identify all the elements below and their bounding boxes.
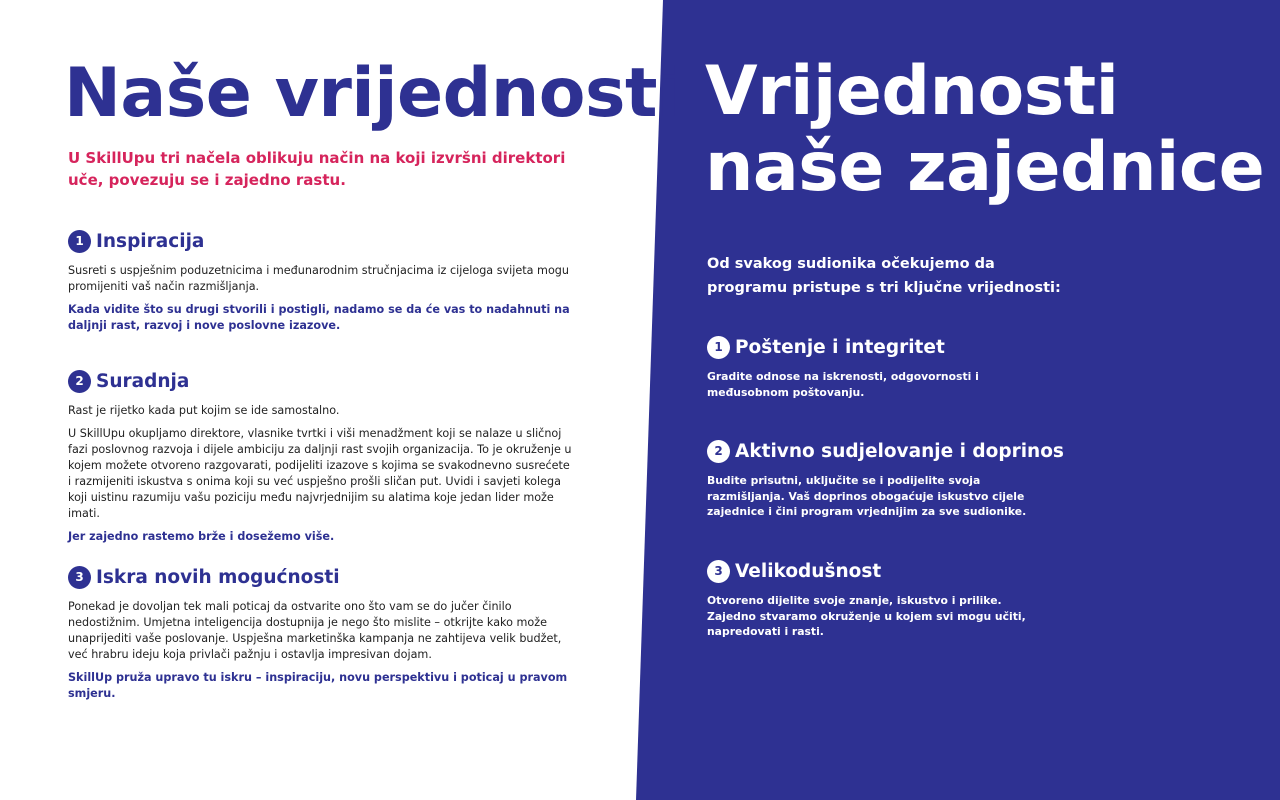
section-title: Aktivno sudjelovanje i doprinos xyxy=(735,440,1064,462)
number-badge: 3 xyxy=(68,566,91,589)
left-page-title: Naše vrijednosti xyxy=(64,54,680,133)
number-badge: 1 xyxy=(707,336,730,359)
section-title: Iskra novih mogućnosti xyxy=(96,566,340,588)
section-heading xyxy=(68,228,573,254)
section-highlight: SkillUp pruža upravo tu iskru – inspiraciju, novu perspektivu i poticaj u pravom smjeru. xyxy=(68,671,568,700)
value-section-inspiracija xyxy=(68,228,573,341)
section-text: Gradite odnose na iskrenosti, odgovornosti i međusobnom poštovanju. xyxy=(707,370,979,399)
section-text: Budite prisutni, uključite se i podijelite svoja razmišljanja. Vaš doprinos obogaćuje iskustvo cijele zajednice i čini program vrjednijim za sve sudionike. xyxy=(707,474,1027,518)
section-title: Suradnja xyxy=(96,370,190,392)
section-paragraph: U SkillUpu okupljamo direktore, vlasnike tvrtki i viši menadžment koji se nalaze u sličnoj fazi poslovnog razvoja i dijele ambiciju za daljnji rast svojih organizacija. To je okruženje u kojem možete otvoreno razgovarati, podijeliti izazove s kojima se svakodnevno susrećete i razmijeniti iskustva s onima koji su već uspješno prošli sličan put. Uvidi i savjeti kolega koji uistinu razumiju vašu poziciju među najvrjednijim su alatima koje jedan lider može imati. xyxy=(68,427,572,520)
section-heading xyxy=(707,558,1052,584)
section-title: Velikodušnost xyxy=(735,560,882,582)
community-value-postenje xyxy=(707,334,1052,407)
number-badge: 2 xyxy=(707,440,730,463)
community-value-velikodusnost xyxy=(707,558,1052,647)
section-heading xyxy=(68,368,573,394)
section-highlight: Jer zajedno rastemo brže i dosežemo više. xyxy=(68,530,335,543)
value-section-iskra xyxy=(68,564,573,709)
right-title-line-2: naše zajednice xyxy=(705,128,1265,207)
section-paragraph: Susreti s uspješnim poduzetnicima i međunarodnim stručnjacima iz cijeloga svijeta mogu promijeniti vaš način razmišljanja. xyxy=(68,264,569,293)
section-heading xyxy=(707,438,1064,464)
section-title: Poštenje i integritet xyxy=(735,336,945,358)
number-badge: 2 xyxy=(68,370,91,393)
section-text: Otvoreno dijelite svoje znanje, iskustvo i prilike. Zajedno stvaramo okruženje u kojem svi mogu učiti, napredovati i rasti. xyxy=(707,594,1026,638)
number-badge: 1 xyxy=(68,230,91,253)
number-badge: 3 xyxy=(707,560,730,583)
right-title-line-1: Vrijednosti xyxy=(705,52,1119,131)
section-paragraph: Ponekad je dovoljan tek mali poticaj da ostvarite ono što vam se do jučer činilo nedostižnim. Umjetna inteligencija dostupnija je nego što mislite – otkrijte kako može unaprijediti vaše poslovanje. Uspješna marketinška kampanja ne zahtijeva velik budžet, već hrabru ideju koja privlači pažnju i ostavlja impresivan dojam. xyxy=(68,600,562,661)
section-highlight: Kada vidite što su drugi stvorili i postigli, nadamo se da će vas to nadahnuti na daljnji rast, razvoj i nove poslovne izazove. xyxy=(68,303,570,332)
left-subtitle: U SkillUpu tri načela oblikuju način na koji izvršni direktori uče, povezuju se i zajedno rastu. xyxy=(68,149,566,189)
right-intro: Od svakog sudionika očekujemo da programu pristupe s tri ključne vrijednosti: xyxy=(707,256,1061,296)
section-heading xyxy=(707,334,1052,360)
community-value-sudjelovanje xyxy=(707,438,1064,527)
section-title: Inspiracija xyxy=(96,230,205,252)
value-section-suradnja xyxy=(68,368,573,552)
right-page-title xyxy=(705,54,1265,206)
section-paragraph: Rast je rijetko kada put kojim se ide samostalno. xyxy=(68,404,340,417)
section-heading xyxy=(68,564,573,590)
